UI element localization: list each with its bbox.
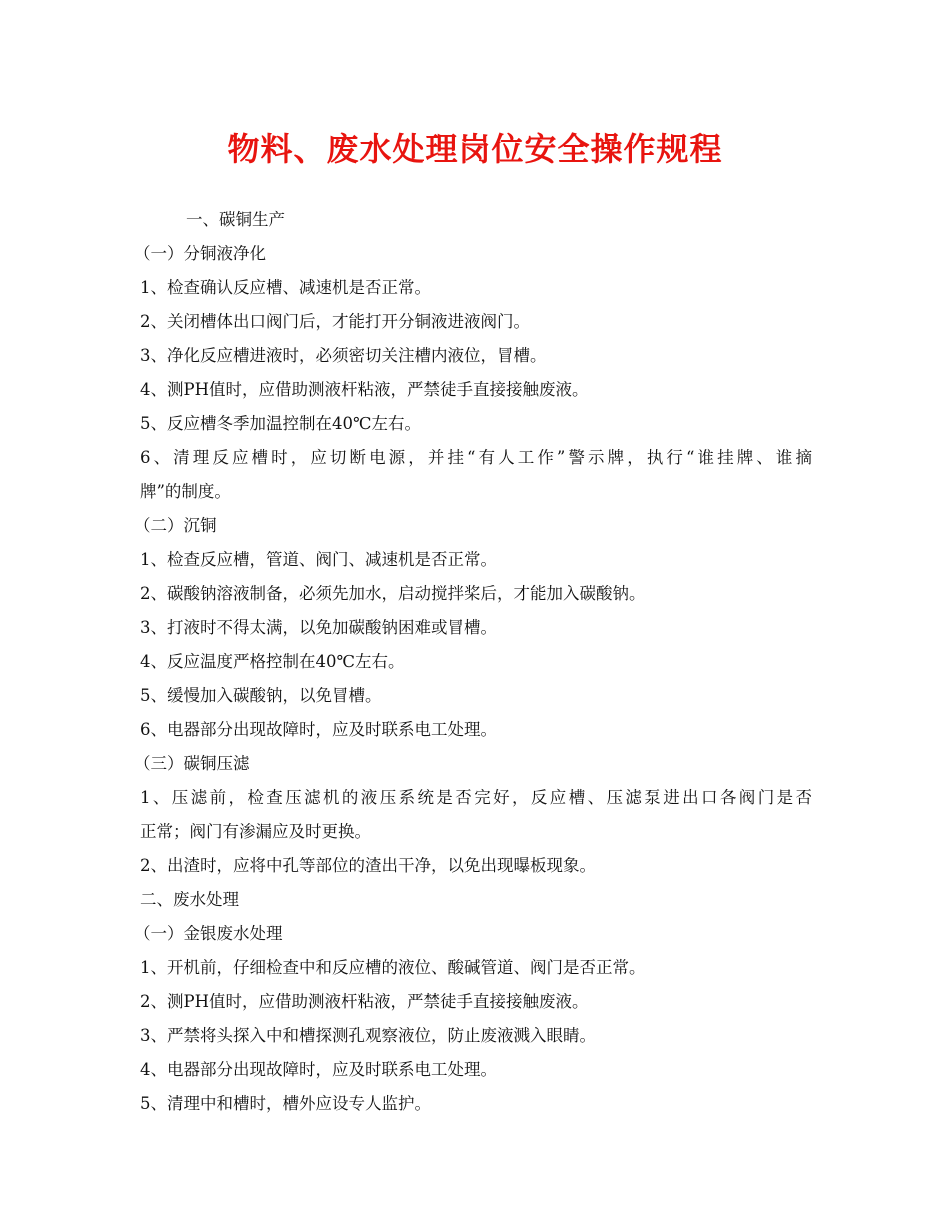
list-item: 2、碳酸钠溶液制备，必须先加水，启动搅拌桨后，才能加入碳酸钠。 [140,584,646,603]
list-item: 4、反应温度严格控制在40℃左右。 [140,652,405,671]
document-body [134,203,812,1121]
list-item: 5、反应槽冬季加温控制在40℃左右。 [140,414,421,433]
list-item: 5、缓慢加入碳酸钠，以免冒槽。 [140,686,382,705]
subsection-heading: （一）分铜液净化 [134,244,266,263]
list-item-continuation: 牌”的制度。 [140,482,231,501]
list-item: 2、关闭槽体出口阀门后，才能打开分铜液进液阀门。 [140,312,530,331]
list-item: 2、出渣时，应将中孔等部位的渣出干净，以免出现曝板现象。 [140,856,596,875]
list-item: 1、开机前，仔细检查中和反应槽的液位、酸碱管道、阀门是否正常。 [140,958,646,977]
list-item: 6、清理反应槽时，应切断电源，并挂“有人工作”警示牌，执行“谁挂牌、谁摘 [140,448,812,467]
list-item: 3、严禁将头探入中和槽探测孔观察液位，防止废液溅入眼睛。 [140,1026,596,1045]
list-item: 6、电器部分出现故障时，应及时联系电工处理。 [140,720,497,739]
list-item: 1、检查确认反应槽、减速机是否正常。 [140,278,431,297]
list-item-continuation: 正常；阀门有渗漏应及时更换。 [140,822,371,841]
subsection-heading: （三）碳铜压滤 [134,754,250,773]
subsection-heading: （二）沉铜 [134,516,217,535]
section-heading: 二、废水处理 [140,890,239,909]
list-item: 3、打液时不得太满，以免加碳酸钠困难或冒槽。 [140,618,497,637]
subsection-heading: （一）金银废水处理 [134,924,283,943]
list-item: 3、净化反应槽进液时，必须密切关注槽内液位，冒槽。 [140,346,547,365]
page-title: 物料、废水处理岗位安全操作规程 [227,130,723,168]
list-item: 5、清理中和槽时，槽外应设专人监护。 [140,1094,431,1113]
list-item: 1、压滤前，检查压滤机的液压系统是否完好，反应槽、压滤泵进出口各阀门是否 [140,788,812,807]
list-item: 4、电器部分出现故障时，应及时联系电工处理。 [140,1060,497,1079]
list-item: 2、测PH值时，应借助测液杆粘液，严禁徒手直接接触废液。 [140,992,589,1011]
list-item: 1、检查反应槽，管道、阀门、减速机是否正常。 [140,550,497,569]
list-item: 4、测PH值时，应借助测液杆粘液，严禁徒手直接接触废液。 [140,380,589,399]
section-heading: 一、碳铜生产 [186,210,285,229]
